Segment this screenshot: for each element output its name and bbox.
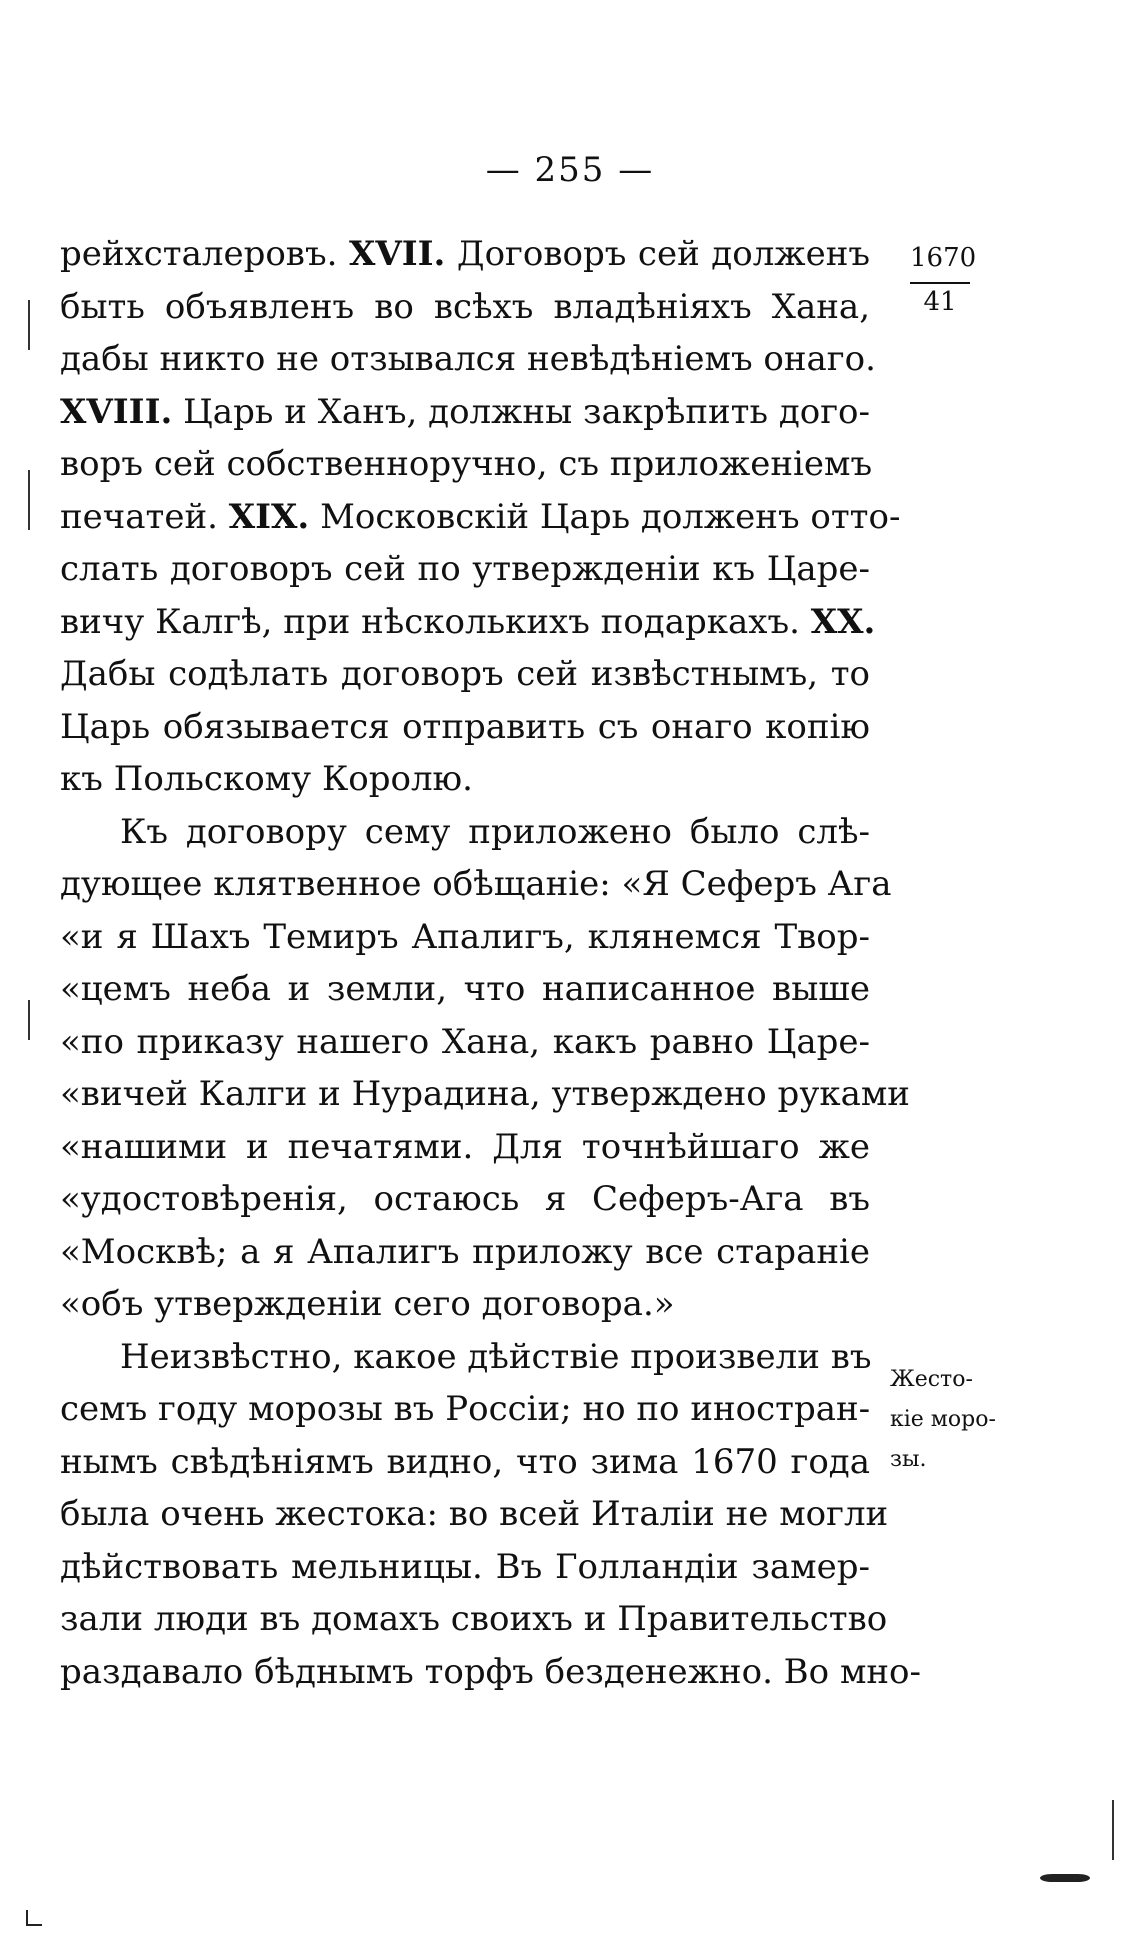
text-fragment: рейхсталеровъ. — [60, 234, 349, 274]
text-fragment: Къ договору сему приложено было слѣ- — [120, 811, 870, 852]
text-line — [60, 1488, 889, 1541]
margin-number: 41 — [910, 282, 970, 320]
section-numeral: XX. — [810, 601, 876, 642]
text-fragment: къ Польскому Королю. — [60, 759, 473, 799]
text-line — [60, 1646, 922, 1699]
text-fragment: зали люди въ домахъ своихъ и Правительство — [60, 1599, 888, 1639]
text-line — [60, 911, 870, 964]
section-numeral: XIX. — [228, 496, 310, 537]
scan-edge-mark — [28, 470, 30, 530]
text-fragment: «Москвѣ; а я Апалигъ приложу все стараніе — [60, 1231, 870, 1272]
scan-edge-mark — [28, 1000, 30, 1040]
text-fragment: нымъ свѣдѣніямъ видно, что зима 1670 года — [60, 1441, 870, 1482]
margin-note-line: Жесто- — [890, 1367, 973, 1392]
scan-edge-mark — [1112, 1800, 1114, 1860]
text-fragment: Договоръ сей долженъ — [445, 234, 870, 274]
text-fragment: «вичей Калги и Нурадина, утверждено руками — [60, 1074, 910, 1114]
text-line — [60, 1383, 870, 1436]
margin-year: 1670 — [910, 243, 977, 273]
text-fragment: дѣйствовать мельницы. Въ Голландіи замер- — [60, 1546, 870, 1587]
text-line — [60, 1226, 870, 1279]
text-fragment: печатей. — [60, 496, 229, 537]
text-fragment: «по приказу нашего Хана, какъ равно Царе- — [60, 1021, 870, 1062]
text-line — [60, 1173, 870, 1226]
ornament-mark — [1040, 1874, 1090, 1882]
text-fragment: быть объявленъ во всѣхъ владѣніяхъ Хана, — [60, 286, 870, 327]
text-fragment: дабы никто не отзывался невѣдѣніемъ онаго. — [60, 339, 876, 379]
text-line — [60, 858, 892, 911]
page-number: — 255 — — [485, 150, 655, 190]
text-fragment: была очень жестока: во всей Италіи не могли — [60, 1494, 889, 1534]
text-fragment: «цемъ неба и земли, что написанное выше — [60, 969, 870, 1009]
text-line — [60, 333, 876, 386]
text-line — [60, 596, 876, 649]
text-line — [60, 386, 870, 439]
text-line — [60, 281, 870, 334]
text-line — [60, 228, 870, 281]
text-line — [60, 1436, 870, 1489]
text-fragment: воръ сей собственноручно, съ приложеніемъ — [60, 444, 873, 484]
body-text — [60, 228, 922, 1698]
text-fragment: Неизвѣстно, какое дѣйствіе произвели въ — [120, 1336, 872, 1377]
text-line — [60, 753, 870, 806]
text-line — [60, 1541, 870, 1594]
text-line — [60, 648, 870, 701]
text-fragment: «и я Шахъ Темиръ Апалигъ, клянемся Твор- — [60, 916, 870, 957]
text-fragment: Дабы содѣлать договоръ сей извѣстнымъ, то — [60, 654, 870, 694]
text-line — [60, 1016, 870, 1069]
corner-mark — [26, 1910, 42, 1926]
text-fragment: «удостовѣренія, остаюсь я Сеферъ-Ага въ — [60, 1179, 870, 1219]
text-fragment: дующее клятвенное обѣщаніе: «Я Сеферъ Ага — [60, 864, 892, 904]
text-fragment: «нашими и печатями. Для точнѣйшаго же — [60, 1126, 870, 1167]
text-line — [60, 438, 873, 491]
text-line — [60, 1068, 910, 1121]
section-numeral: XVII. — [348, 234, 446, 274]
text-fragment: Царь обязывается отправить съ онаго копію — [60, 706, 870, 747]
section-numeral: XVIII. — [60, 391, 173, 432]
text-fragment: раздавало бѣднымъ торфъ безденежно. Во мно- — [60, 1651, 922, 1692]
text-fragment: Царь и Ханъ, должны закрѣпить дого- — [172, 391, 870, 432]
text-fragment: вичу Калгѣ, при нѣсколькихъ подаркахъ. — [60, 601, 811, 642]
margin-note — [890, 1360, 1010, 1480]
text-line — [60, 491, 901, 544]
text-line — [60, 1593, 888, 1646]
text-line — [60, 963, 870, 1016]
text-line — [60, 543, 870, 596]
text-fragment: Московскій Царь долженъ отто- — [309, 496, 901, 537]
margin-year-note — [910, 240, 977, 320]
text-line — [60, 806, 870, 859]
text-line — [60, 1331, 870, 1384]
text-fragment: «объ утвержденіи сего договора.» — [60, 1284, 675, 1324]
text-line — [60, 1278, 870, 1331]
scan-edge-mark — [28, 300, 30, 350]
text-fragment: слать договоръ сей по утвержденіи къ Царе- — [60, 549, 870, 589]
text-line — [60, 1121, 870, 1174]
text-line — [60, 701, 870, 754]
margin-note-line: кіе моро- — [890, 1407, 996, 1432]
text-fragment: семъ году морозы въ Россіи; но по иностран- — [60, 1389, 871, 1429]
margin-note-line: зы. — [890, 1447, 927, 1472]
